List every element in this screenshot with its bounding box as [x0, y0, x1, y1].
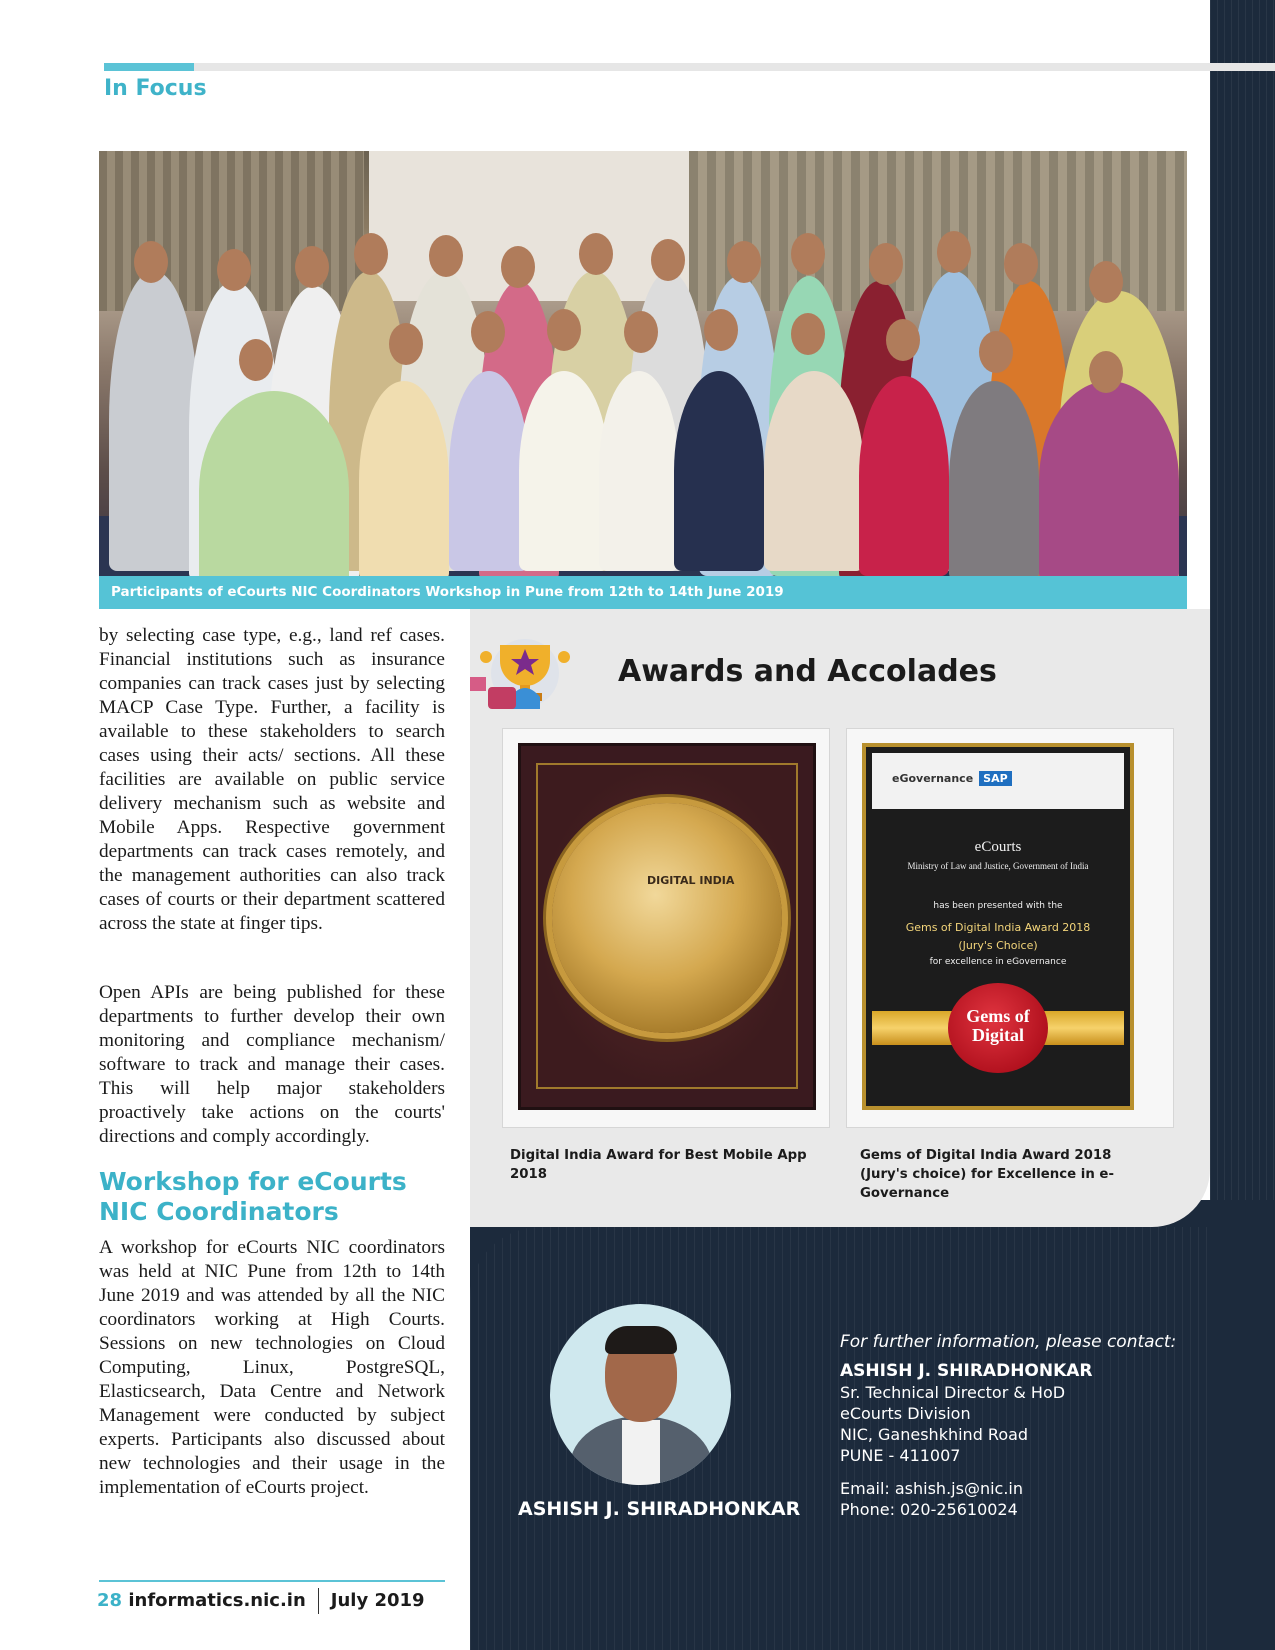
workshop-heading: Workshop for eCourts NIC Coordinators — [99, 1167, 407, 1226]
contact-email[interactable]: Email: ashish.js@nic.in — [840, 1479, 1023, 1498]
contact-info — [840, 1332, 1176, 1520]
avatar — [550, 1304, 731, 1485]
header-rule — [104, 63, 1275, 71]
award-certificate: eGovernance SAP eCourts Ministry of Law and Justice, Government of India has been presented with the Gems of Digital India Award 2018 (Jury's Choice) for excellence in eGovernance Gems of Digital — [862, 743, 1134, 1110]
avatar-name: ASHISH J. SHIRADHONKAR — [518, 1498, 801, 1520]
contact-address-line-2: PUNE - 411007 — [840, 1446, 961, 1465]
article-paragraph-1: by selecting case type, e.g., land ref cases. Financial institutions such as insurance companies can track cases just by selecting MACP Case Type. Further, a facility is available to these stakeholders to search cases using their acts/ sections. All these facilities are available on public service delivery mechanism such as website and Mobile Apps. Respective government departments can track cases remotely, and the management authorities can also track cases of courts or their department scattered across the state at finger tips. — [99, 625, 445, 934]
footer-site: informatics.nic.in — [128, 1590, 306, 1611]
award-caption-2: Gems of Digital India Award 2018 (Jury's choice) for Excellence in e-Governance — [860, 1148, 1114, 1201]
award-seal: Gems of Digital — [948, 983, 1048, 1073]
contact-role: Sr. Technical Director & HoD — [840, 1383, 1066, 1402]
contact-intro: For further information, please contact: — [840, 1332, 1177, 1352]
footer-divider — [318, 1588, 319, 1614]
footer-rule — [99, 1580, 445, 1582]
contact-division: eCourts Division — [840, 1404, 971, 1423]
award-image-gems-of-digital-india — [846, 728, 1174, 1128]
page-footer — [97, 1588, 425, 1614]
header-accent — [104, 63, 194, 71]
photo-caption-bar — [99, 576, 1187, 609]
awards-title: Awards and Accolades — [618, 654, 997, 689]
footer-date: July 2019 — [330, 1590, 425, 1611]
trophy-icon — [470, 635, 580, 710]
award-image-digital-india — [502, 728, 830, 1128]
award-caption-1: Digital India Award for Best Mobile App 2018 — [510, 1148, 807, 1182]
contact-address-line-1: NIC, Ganeshkhind Road — [840, 1425, 1029, 1444]
group-photo — [99, 151, 1187, 576]
section-title: In Focus — [104, 76, 207, 101]
contact-phone: Phone: 020-25610024 — [840, 1500, 1018, 1519]
article-paragraph-3: A workshop for eCourts NIC coordinators was held at NIC Pune from 12th to 14th June 2019 and was attended by all the NIC coordinators working at High Courts. Sessions on new technologies on Cloud Computing, Linux, PostgreSQL, Elasticsearch, Data Centre and Network Management were conducted by subject experts. Participants also discussed about new technologies and their usage in the implementation of eCourts project. — [99, 1237, 445, 1498]
article-paragraph-2: Open APIs are being published for these departments to further develop their own monitoring and compliance mechanism/ software to track and manage their cases. This will help major stakeholders proactively take actions on the courts' directions and comply accordingly. — [99, 982, 445, 1147]
contact-name: ASHISH J. SHIRADHONKAR — [840, 1361, 1093, 1381]
photo-caption: Participants of eCourts NIC Coordinators Workshop in Pune from 12th to 14th June 2019 — [111, 584, 784, 600]
page-number: 28 — [97, 1590, 123, 1611]
award-plate: DIGITAL INDIA — [552, 803, 782, 1033]
